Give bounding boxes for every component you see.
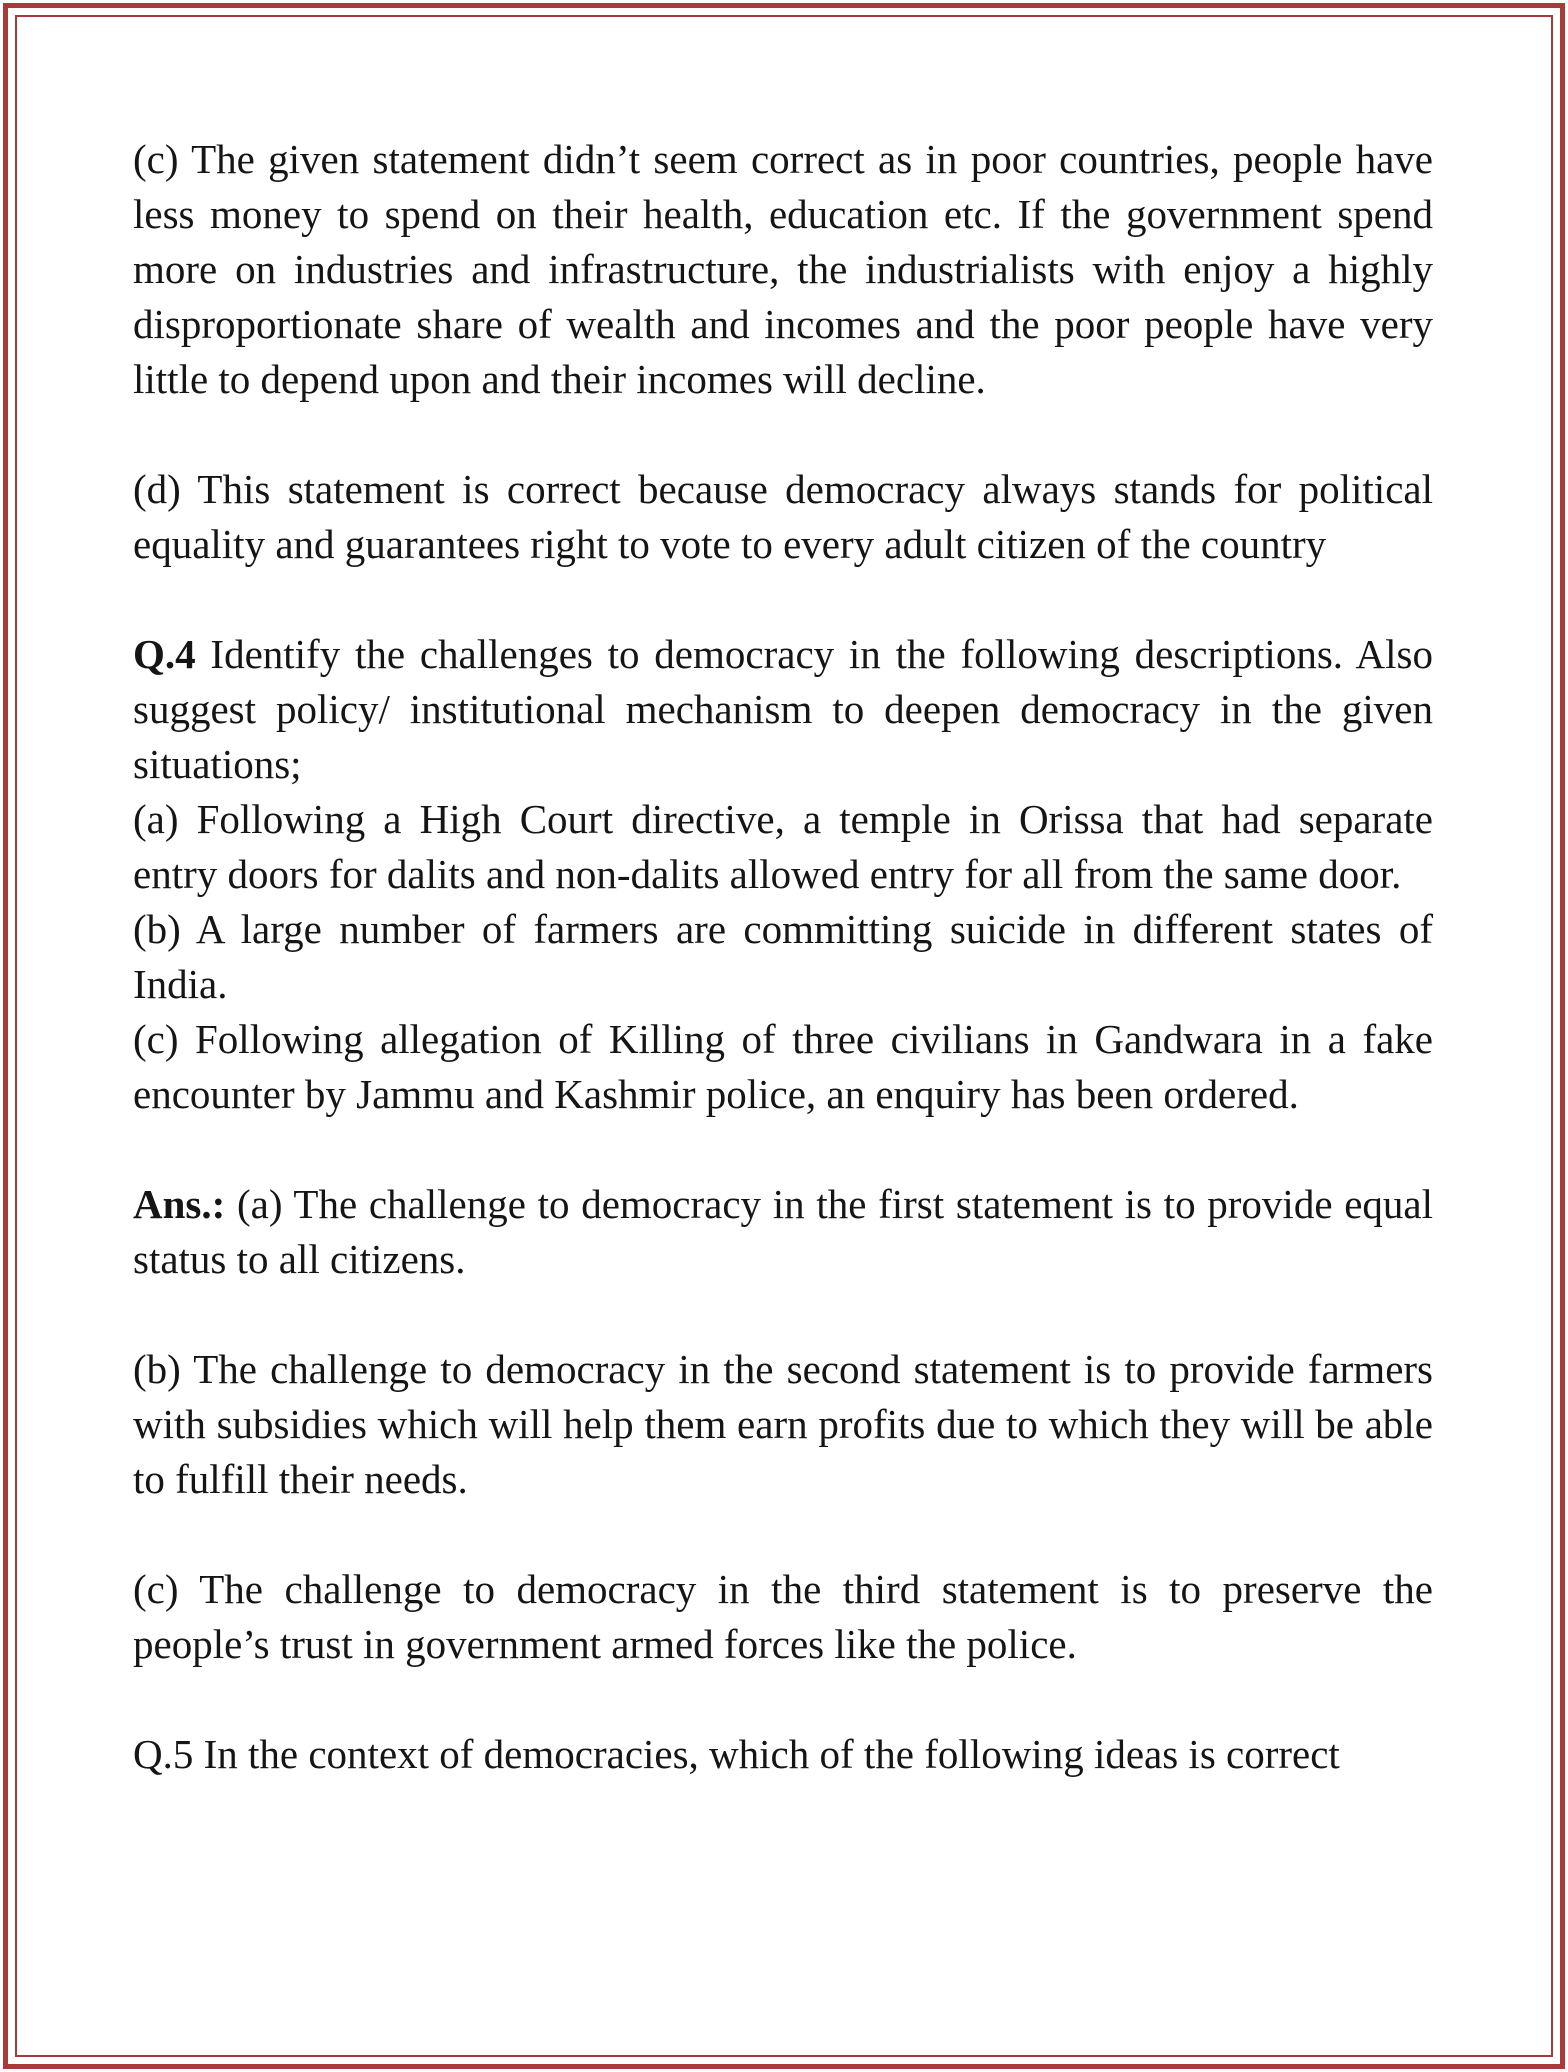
question-4-label: Q.4 bbox=[133, 631, 196, 677]
question-4-part-b: (b) A large number of farmers are committing suicide in different states of India. bbox=[133, 906, 1433, 1007]
paragraph-gap bbox=[133, 407, 1433, 462]
question-4-part-a: (a) Following a High Court directive, a temple in Orissa that had separate entry doors for dalits and non-dalits allowed entry for all from the same door. bbox=[133, 796, 1433, 897]
question-4-text: Identify the challenges to democracy in the following descriptions. Also suggest policy/ institutional mechanism to deepen democracy in the given situations; bbox=[133, 631, 1433, 787]
paragraph-gap bbox=[133, 1122, 1433, 1177]
question-4-part-c: (c) Following allegation of Killing of three civilians in Gandwara in a fake encounter by Jammu and Kashmir police, an enquiry has been ordered. bbox=[133, 1016, 1433, 1117]
paragraph-gap bbox=[133, 1507, 1433, 1562]
answer-4-b: (b) The challenge to democracy in the second statement is to provide farmers with subsidies which will help them earn profits due to which they will be able to fulfill their needs. bbox=[133, 1346, 1433, 1502]
question-4 bbox=[133, 627, 1433, 792]
answer-4-a bbox=[133, 1177, 1433, 1287]
answer-4-label: Ans.: bbox=[133, 1181, 226, 1227]
paragraph-gap bbox=[133, 1287, 1433, 1342]
answer-4-a-text: (a) The challenge to democracy in the first statement is to provide equal status to all citizens. bbox=[133, 1181, 1433, 1282]
answer-4-c: (c) The challenge to democracy in the third statement is to preserve the people’s trust in government armed forces like the police. bbox=[133, 1566, 1433, 1667]
paragraph-gap bbox=[133, 1672, 1433, 1727]
question-5: Q.5 In the context of democracies, which of the following ideas is correct bbox=[133, 1731, 1340, 1777]
page-content bbox=[133, 132, 1433, 1782]
answer-prev-c: (c) The given statement didn’t seem correct as in poor countries, people have less money to spend on their health, education etc. If the government spend more on industries and infrastructure, the industrialists with enjoy a highly disproportionate share of wealth and incomes and the poor people have very little to depend upon and their incomes will decline. bbox=[133, 136, 1433, 402]
answer-prev-d: (d) This statement is correct because democracy always stands for political equality and guarantees right to vote to every adult citizen of the country bbox=[133, 466, 1433, 567]
paragraph-gap bbox=[133, 572, 1433, 627]
